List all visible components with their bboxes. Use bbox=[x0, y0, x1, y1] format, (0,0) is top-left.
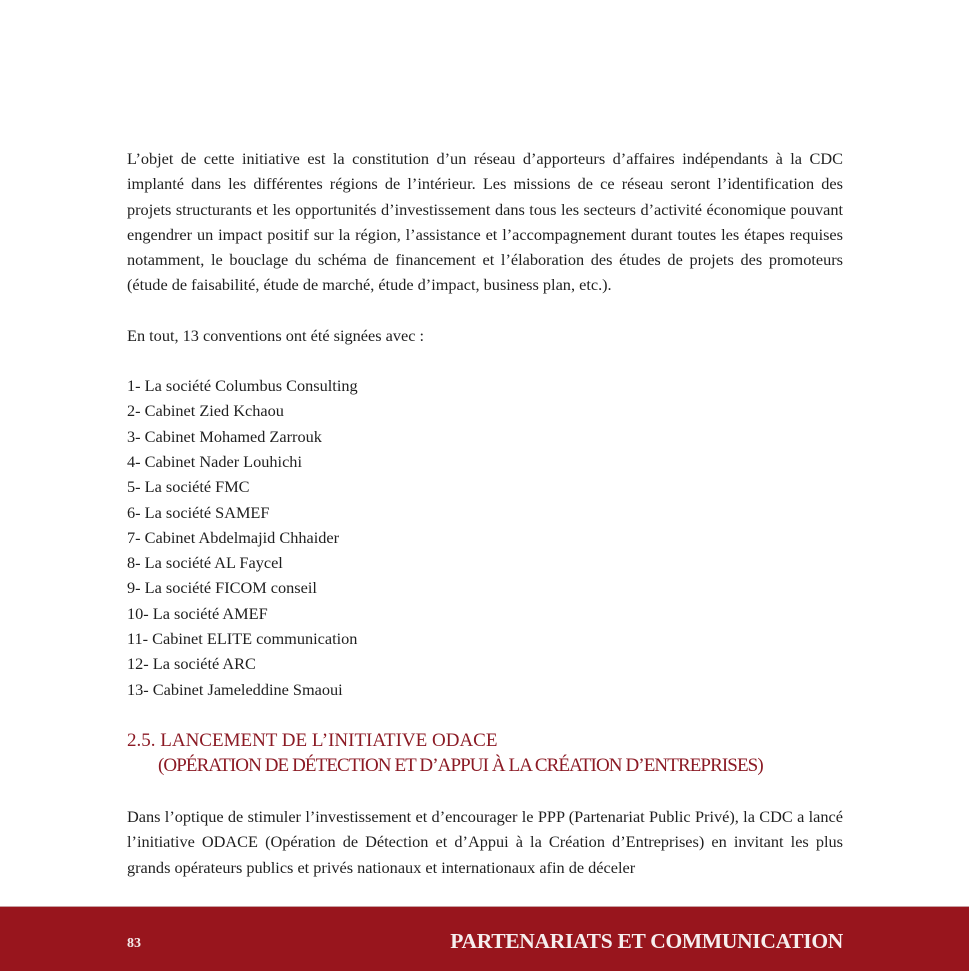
page-content bbox=[127, 146, 843, 880]
section-heading-subtitle: (OPÉRATION DE DÉTECTION ET D’APPUI À LA CRÉATION D’ENTREPRISES) bbox=[158, 755, 763, 777]
list-item: 7- Cabinet Abdelmajid Chhaider bbox=[127, 527, 340, 547]
intro-paragraph: L’objet de cette initiative est la constitution d’un réseau d’apporteurs d’affaires indépendants à la CDC implanté dans les différentes régions de l’intérieur. Les missions de ce réseau seront l’identification des projets structurants et les opportunités d’investissement dans tous les secteurs d’activité économique pouvant engendrer un impact positif sur la région, l’assistance et l’accompagnement durant toutes les étapes requises notamment, le bouclage du schéma de financement et l’élaboration des études de projets des promoteurs (étude de faisabilité, étude de marché, étude d’impact, business plan, etc.). bbox=[127, 149, 843, 295]
section-heading bbox=[127, 728, 843, 779]
list-item: 6- La société SAMEF bbox=[127, 502, 270, 522]
odace-paragraph: Dans l’optique de stimuler l’investissement et d’encourager le PPP (Partenariat Public Privé), la CDC a lancé l’initiative ODACE (Opération de Détection et d’Appui à la Création d’Entreprises) en invitant les plus grands opérateurs publics et privés nationaux et internationaux afin de déceler bbox=[127, 806, 843, 877]
list-item: 12- La société ARC bbox=[127, 654, 256, 674]
list-item: 9- La société FICOM conseil bbox=[127, 578, 317, 598]
list-item: 1- La société Columbus Consulting bbox=[127, 376, 358, 396]
list-item: 13- Cabinet Jameleddine Smaoui bbox=[127, 679, 343, 699]
chapter-title: PARTENARIATS ET COMMUNICATION bbox=[450, 929, 843, 953]
conventions-list bbox=[127, 373, 843, 702]
list-item: 3- Cabinet Mohamed Zarrouk bbox=[127, 426, 322, 446]
list-item: 8- La société AL Faycel bbox=[127, 553, 283, 573]
list-item: 4- Cabinet Nader Louhichi bbox=[127, 451, 302, 471]
list-item: 5- La société FMC bbox=[127, 477, 250, 497]
page-number: 83 bbox=[127, 936, 141, 951]
section-heading-title: 2.5. LANCEMENT DE L’INITIATIVE ODACE bbox=[127, 729, 498, 751]
list-item: 2- Cabinet Zied Kchaou bbox=[127, 401, 284, 421]
conventions-intro: En tout, 13 conventions ont été signées avec : bbox=[127, 325, 425, 345]
list-item: 11- Cabinet ELITE communication bbox=[127, 629, 358, 649]
page-footer bbox=[0, 906, 969, 971]
list-item: 10- La société AMEF bbox=[127, 603, 268, 623]
